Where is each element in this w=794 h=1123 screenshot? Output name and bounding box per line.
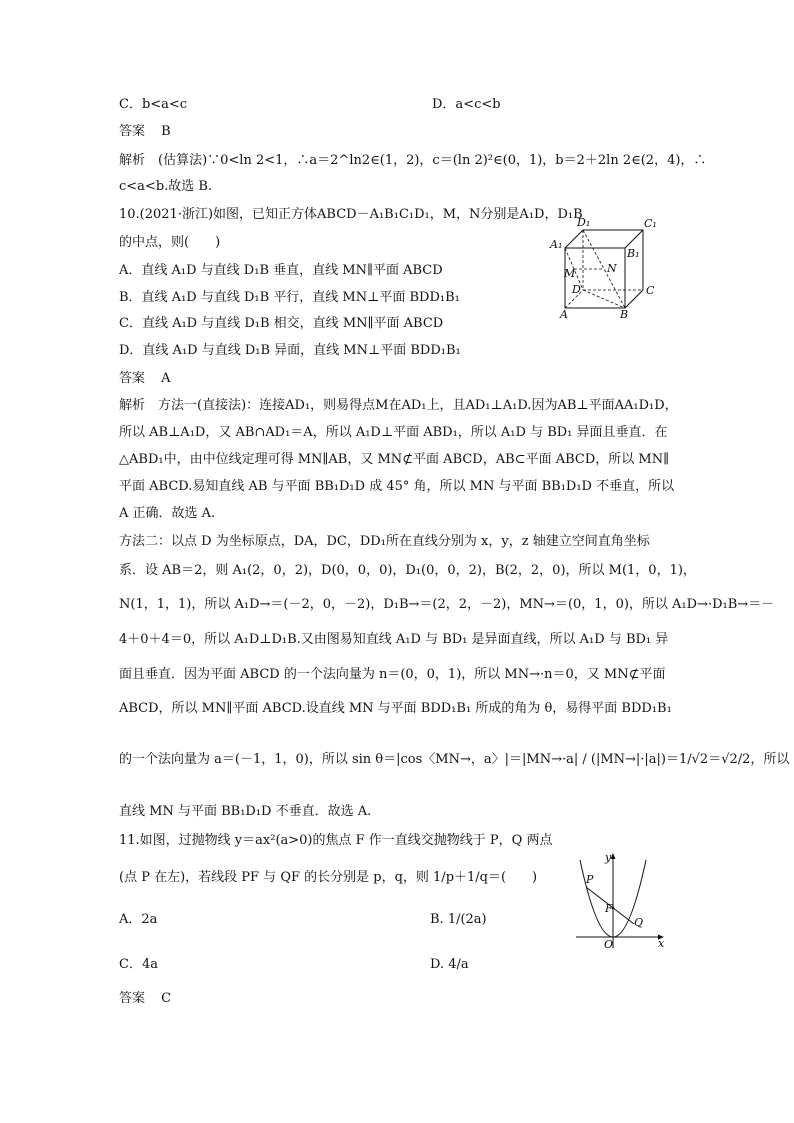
label-a1: A₁ xyxy=(550,238,563,251)
answer-value: B xyxy=(161,124,171,139)
answer-label: 答案 xyxy=(119,371,146,386)
parabola-figure xyxy=(574,850,674,950)
label-b1: B₁ xyxy=(627,247,640,260)
q10-answer-row xyxy=(119,371,171,387)
label-y: y xyxy=(605,851,612,864)
label-c: C xyxy=(646,284,655,297)
q9-option-c: C．b<a<c xyxy=(119,97,188,112)
q10-stem-line2: 的中点，则( ) xyxy=(119,235,221,250)
q11-option-d: D. 4/a xyxy=(430,957,469,972)
q9-answer-row xyxy=(119,124,171,140)
answer-label: 答案 xyxy=(119,991,146,1006)
q10-method2-line: 4＋0＋4＝0，所以 A₁D⊥D₁B.又由图易知直线 A₁D 与 BD₁ 是异面直线，所以 A₁D 与 BD₁ 异 xyxy=(119,632,669,647)
q10-method2-line: 系．设 AB＝2，则 A₁(2，0，2)，D(0，0，0)，D₁(0，0，2)，B(2，2，0)，所以 M(1，0，1)， xyxy=(119,563,696,578)
q10-method1-line: A 正确．故选 A. xyxy=(119,506,216,521)
q10-method1-line: △ABD₁中，由中位线定理可得 MN∥AB，又 MN⊄平面 ABCD，AB⊂平面 ABCD，所以 MN∥ xyxy=(119,452,670,467)
cube-edge xyxy=(565,230,583,248)
q11-answer-row xyxy=(119,991,171,1007)
answer-value: A xyxy=(161,371,171,386)
q9-analysis-line2: c<a<b.故选 B. xyxy=(119,179,213,194)
q10-option-b: B．直线 A₁D 与直线 D₁B 平行，直线 MN⊥平面 BDD₁B₁ xyxy=(119,290,460,305)
cube-edge xyxy=(625,290,643,308)
cube-figure xyxy=(548,214,660,320)
q10-method1-line: 解析 方法一(直接法)：连接AD₁，则易得点M在AD₁上，且AD₁⊥A₁D.因为AB⊥平面AA₁D₁D， xyxy=(119,398,678,413)
label-a: A xyxy=(560,308,568,320)
cube-edge xyxy=(625,230,643,248)
q9-option-d: D．a<c<b xyxy=(432,97,501,112)
q11-option-a: A．2a xyxy=(119,912,158,927)
q11-option-b: B. 1/(2a) xyxy=(430,912,487,927)
q10-method2-line: 方法二：以点 D 为坐标原点，DA，DC，DD₁所在直线分别为 x，y，z 轴建立空间直角坐标 xyxy=(119,534,650,549)
answer-label: 答案 xyxy=(119,124,146,139)
q10-method2-line: N(1，1，1)，所以 A₁D→＝(－2，0，－2)，D₁B→＝(2，2，－2)，MN→＝(0，1，0)，所以 A₁D→·D₁B→＝－ xyxy=(119,597,775,612)
label-b: B xyxy=(620,308,629,320)
q10-option-c: C．直线 A₁D 与直线 D₁B 相交，直线 MN∥平面 ABCD xyxy=(119,316,444,331)
q10-option-a: A．直线 A₁D 与直线 D₁B 垂直，直线 MN∥平面 ABCD xyxy=(119,263,443,278)
q10-option-d: D．直线 A₁D 与直线 D₁B 异面，直线 MN⊥平面 BDD₁B₁ xyxy=(119,343,461,358)
q10-method1-line: 平面 ABCD.易知直线 AB 与平面 BB₁D₁D 成 45° 角，所以 MN 与平面 BB₁D₁D 不垂直，所以 xyxy=(119,479,675,494)
q10-method2-line: 面且垂直．因为平面 ABCD 的一个法向量为 n＝(0，0，1)，所以 MN→·n＝0，又 MN⊄平面 xyxy=(119,667,666,682)
q9-analysis-line1: 解析 (估算法)∵0<ln 2<1，∴a＝2^ln2∈(1，2)，c＝(ln 2)²∈(0，1)，b＝2＋2ln 2∈(2，4)，∴ xyxy=(119,153,707,168)
label-p: P xyxy=(586,873,594,886)
q10-method1-line: 所以 AB⊥A₁D，又 AB∩AD₁＝A，所以 A₁D⊥平面 ABD₁，所以 A₁D 与 BD₁ 异面且垂直．在 xyxy=(119,425,668,440)
label-n: N xyxy=(607,262,617,275)
q10-method2-line: ABCD，所以 MN∥平面 ABCD.设直线 MN 与平面 BDD₁B₁ 所成的角为 θ，易得平面 BDD₁B₁ xyxy=(119,701,672,716)
label-x: x xyxy=(658,937,665,950)
q10-method2-line: 直线 MN 与平面 BB₁D₁D 不垂直．故选 A. xyxy=(119,804,372,819)
label-o: O xyxy=(604,938,614,950)
label-d: D xyxy=(572,283,581,296)
q11-stem-line1: 11.如图，过抛物线 y＝ax²(a>0)的焦点 F 作一直线交抛物线于 P，Q 两点 xyxy=(119,833,553,848)
q11-option-c: C．4a xyxy=(119,957,158,972)
label-c1: C₁ xyxy=(644,217,657,230)
q10-method2-line: 的一个法向量为 a＝(－1，1，0)，所以 sin θ＝|cos〈MN→，a〉|＝|MN→·a| / (|MN→|·|a|)＝1/√2＝√2/2，所以 xyxy=(119,752,790,767)
segment-db xyxy=(583,290,625,308)
answer-value: C xyxy=(161,991,172,1006)
label-d1: D₁ xyxy=(577,216,591,229)
y-axis-arrow xyxy=(611,853,616,859)
q11-stem-line2: (点 P 在左)，若线段 PF 与 QF 的长分别是 p，q，则 1/p＋1/q＝( ) xyxy=(119,870,538,885)
label-m: M xyxy=(564,267,576,280)
label-q: Q xyxy=(634,916,644,929)
q10-stem-line1: 10.(2021·浙江)如图，已知正方体ABCD－A₁B₁C₁D₁，M，N分别是A₁D，D₁B xyxy=(119,207,583,222)
label-f: F xyxy=(605,902,613,915)
